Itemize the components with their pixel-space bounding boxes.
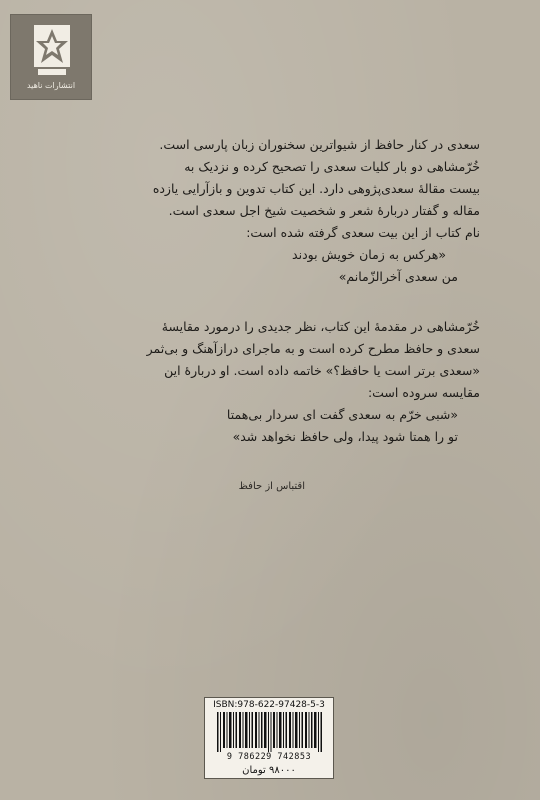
paragraph-line: نام کتاب از این بیت سعدی گرفته شده است: [246, 225, 480, 240]
paragraph-line: خُرّمشاهی دو بار کلیات سعدی را تصحیح کرده و نزدیک به [184, 159, 480, 174]
price-label: ۹۸۰۰۰ تومان [242, 765, 296, 776]
quote-source: اقتباس از حافظ [238, 481, 305, 492]
paragraph-line: «سعدی برتر است یا حافظ؟» خاتمه داده است. او دربارهٔ این [164, 363, 480, 378]
barcode-icon [215, 712, 325, 752]
verse-line: تو را همتا شود پیدا، ولی حافظ نخواهد شد» [232, 429, 458, 444]
barcode-digits: 9 786229 742853 [226, 752, 312, 762]
description-paragraph-1 [80, 134, 480, 288]
paragraph-line: مقاله و گفتار دربارهٔ شعر و شخصیت شیخ اجل سعدی است. [168, 203, 480, 218]
paragraph-line: خُرّمشاهی در مقدمهٔ این کتاب، نظر جدیدی را درمورد مقایسهٔ [161, 319, 480, 334]
star-emblem-icon [30, 21, 74, 79]
paragraph-line: سعدی در کنار حافظ از شیواترین سخنوران زبان پارسی است. [159, 137, 480, 152]
paragraph-line: سعدی و حافظ مطرح کرده است و به ماجرای درازآهنگ و بی‌ثمر [146, 341, 480, 356]
publisher-logo [10, 14, 92, 100]
isbn-barcode-box [204, 697, 334, 779]
verse-line: من سعدی آخرالزّمانم» [338, 269, 458, 284]
verse-line: «هرکس به زمان خویش بودند [292, 247, 446, 262]
isbn-label: ISBN:978-622-97428-5-3 [213, 700, 325, 710]
verse-line: «شبی خرّم به سعدی گفت ای سردار بی‌همتا [226, 407, 458, 422]
paragraph-line: مقایسه سروده است: [367, 385, 480, 400]
paragraph-line: بیست مقالهٔ سعدی‌پژوهی دارد. این کتاب تدوین و بازآرایی یازده [152, 181, 480, 196]
publisher-name: انتشارات ناهید [26, 81, 76, 90]
description-paragraph-2 [80, 316, 480, 448]
